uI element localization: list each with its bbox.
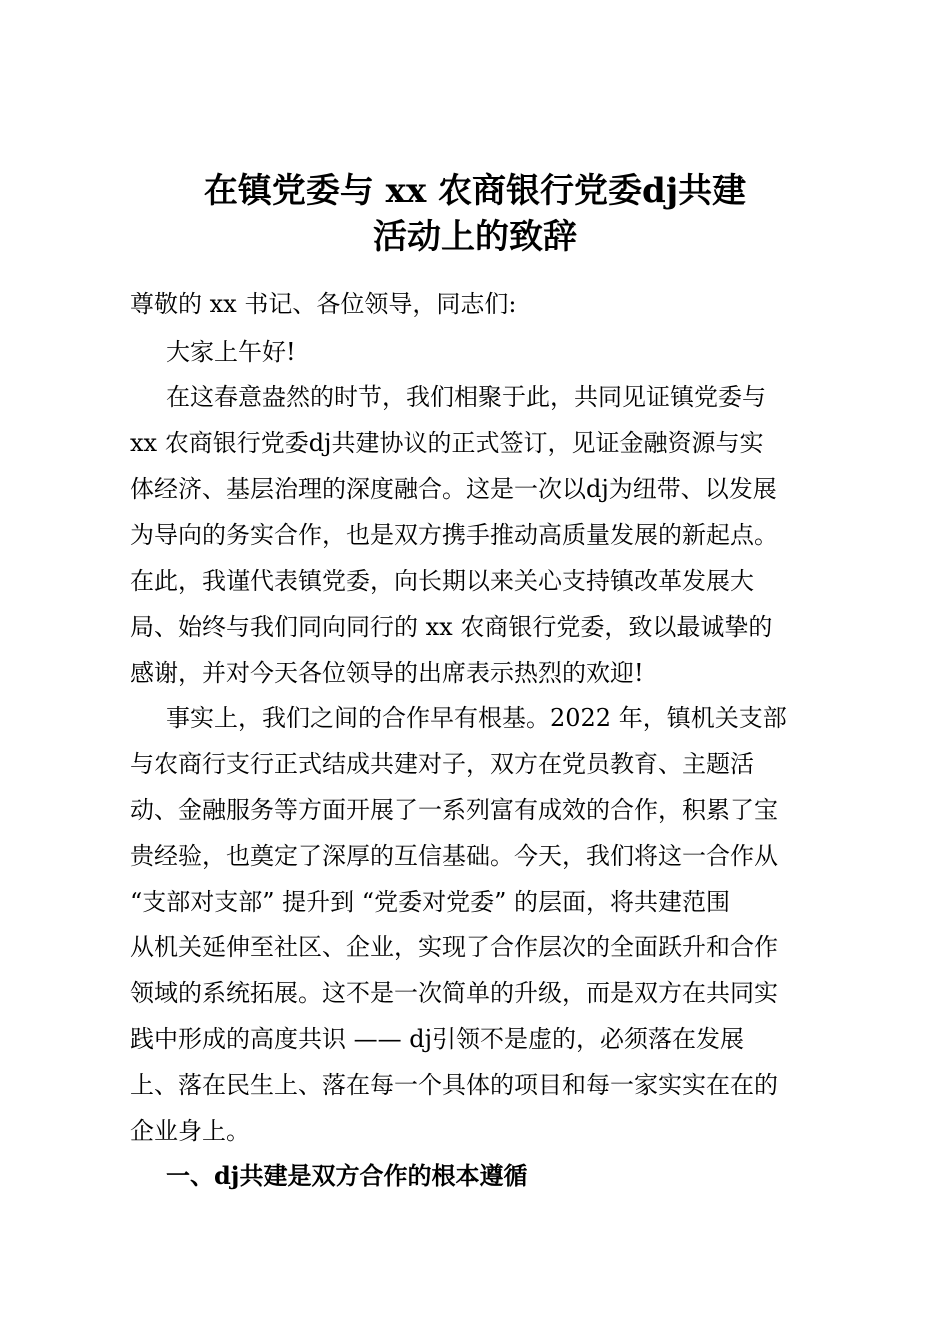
paragraph-1-line-3: 体经济、基层治理的深度融合。这是一次以dj为纽带、以发展 bbox=[130, 475, 777, 503]
paragraph-2-line-5: “支部对支部” 提升到 “党委对党委” 的层面，将共建范围 bbox=[130, 888, 730, 916]
document-title-line-2: 活动上的致辞 bbox=[373, 217, 577, 257]
section-heading-1: 一、dj共建是双方合作的根本遵循 bbox=[166, 1161, 528, 1190]
paragraph-1-line-7: 感谢，并对今天各位领导的出席表示热烈的欢迎! bbox=[130, 659, 644, 687]
paragraph-2-line-2: 与农商行支行正式结成共建对子，双方在党员教育、主题活 bbox=[130, 750, 754, 778]
paragraph-1-line-6: 局、始终与我们同向同行的 xx 农商银行党委，致以最诚挚的 bbox=[130, 613, 773, 641]
paragraph-2-line-3: 动、金融服务等方面开展了一系列富有成效的合作，积累了宝 bbox=[130, 796, 778, 824]
greeting: 大家上午好! bbox=[166, 338, 296, 366]
paragraph-1-line-1: 在这春意盎然的时节，我们相聚于此，共同见证镇党委与 bbox=[166, 383, 766, 411]
paragraph-2-line-7: 领域的系统拓展。这不是一次简单的升级，而是双方在共同实 bbox=[130, 979, 778, 1007]
paragraph-2-line-1: 事实上，我们之间的合作早有根基。2022 年，镇机关支部 bbox=[166, 704, 787, 732]
document-title-line-1: 在镇党委与 xx 农商银行党委dj共建 bbox=[203, 171, 747, 211]
paragraph-1-line-4: 为导向的务实合作，也是双方携手推动高质量发展的新起点。 bbox=[130, 521, 778, 549]
paragraph-1-line-2: xx 农商银行党委dj共建协议的正式签订，见证金融资源与实 bbox=[130, 429, 764, 457]
paragraph-2-line-8: 践中形成的高度共识 —— dj引领不是虚的，必须落在发展 bbox=[130, 1025, 745, 1053]
salutation: 尊敬的 xx 书记、各位领导，同志们: bbox=[130, 290, 517, 318]
paragraph-2-line-10: 企业身上。 bbox=[130, 1117, 250, 1145]
paragraph-1-line-5: 在此，我谨代表镇党委，向长期以来关心支持镇改革发展大 bbox=[130, 567, 754, 595]
paragraph-2-line-6: 从机关延伸至社区、企业，实现了合作层次的全面跃升和合作 bbox=[130, 933, 778, 961]
paragraph-2-line-4: 贵经验，也奠定了深厚的互信基础。今天，我们将这一合作从 bbox=[130, 842, 778, 870]
paragraph-2-line-9: 上、落在民生上、落在每一个具体的项目和每一家实实在在的 bbox=[130, 1071, 778, 1099]
